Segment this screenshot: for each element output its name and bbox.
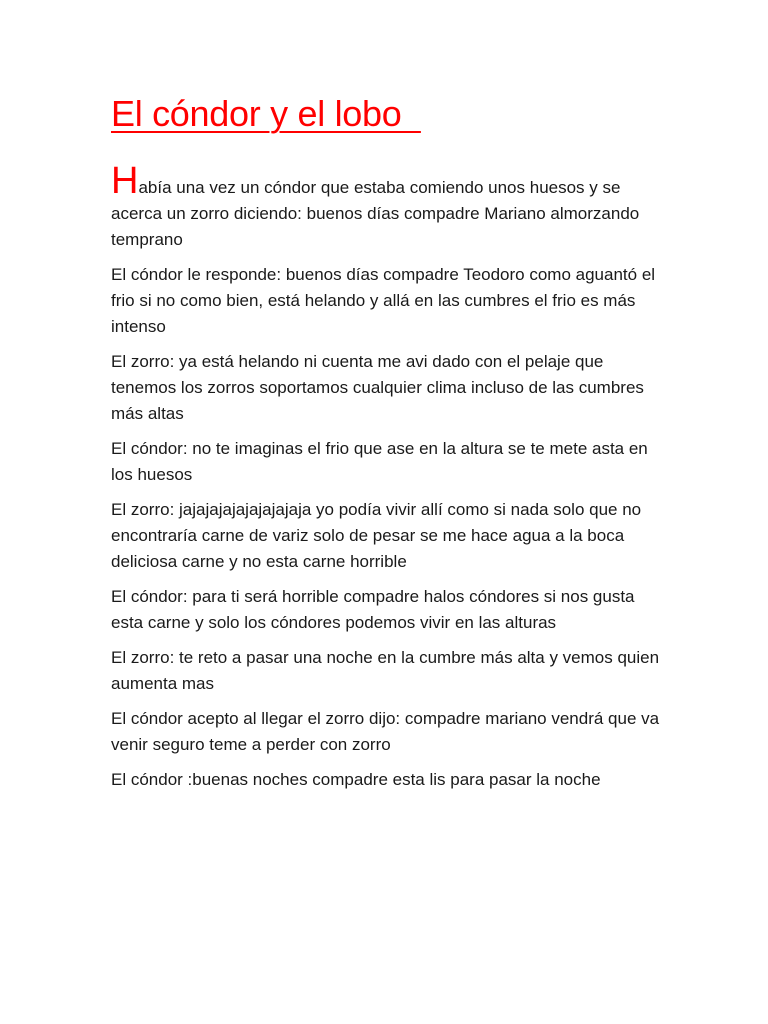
paragraph-7: El zorro: te reto a pasar una noche en la cumbre más alta y vemos quien aumenta mas <box>111 648 660 693</box>
paragraph-8: El cóndor acepto al llegar el zorro dijo: compadre mariano vendrá que va venir seguro teme a perder con zorro <box>111 709 660 754</box>
paragraph-1-text: abía una vez un cóndor que estaba comiendo unos huesos y se acerca un zorro diciendo: buenos días compadre Mariano almorzando temprano <box>111 178 640 249</box>
story-body <box>111 160 671 802</box>
paragraph-9: El cóndor :buenas noches compadre esta lis para pasar la noche <box>111 770 601 789</box>
paragraph-6: El cóndor: para ti será horrible compadre halos cóndores si nos gusta esta carne y solo los cóndores podemos vivir en las alturas <box>111 587 635 632</box>
paragraph-1 <box>111 160 671 253</box>
drop-cap: H <box>111 160 139 202</box>
paragraph-5: El zorro: jajajajajajajajajaja yo podía vivir allí como si nada solo que no encontraría carne de variz solo de pesar se me hace agua a la boca deliciosa carne y no esta carne horrible <box>111 500 642 571</box>
paragraph-2: El cóndor le responde: buenos días compadre Teodoro como aguantó el frio si no como bien, está helando y allá en las cumbres el frio es más intenso <box>111 265 656 336</box>
paragraph-3: El zorro: ya está helando ni cuenta me avi dado con el pelaje que tenemos los zorros soportamos cualquier clima incluso de las cumbres más altas <box>111 352 644 423</box>
paragraph-4: El cóndor: no te imaginas el frio que ase en la altura se te mete asta en los huesos <box>111 439 648 484</box>
document-title: El cóndor y el lobo <box>111 93 421 134</box>
